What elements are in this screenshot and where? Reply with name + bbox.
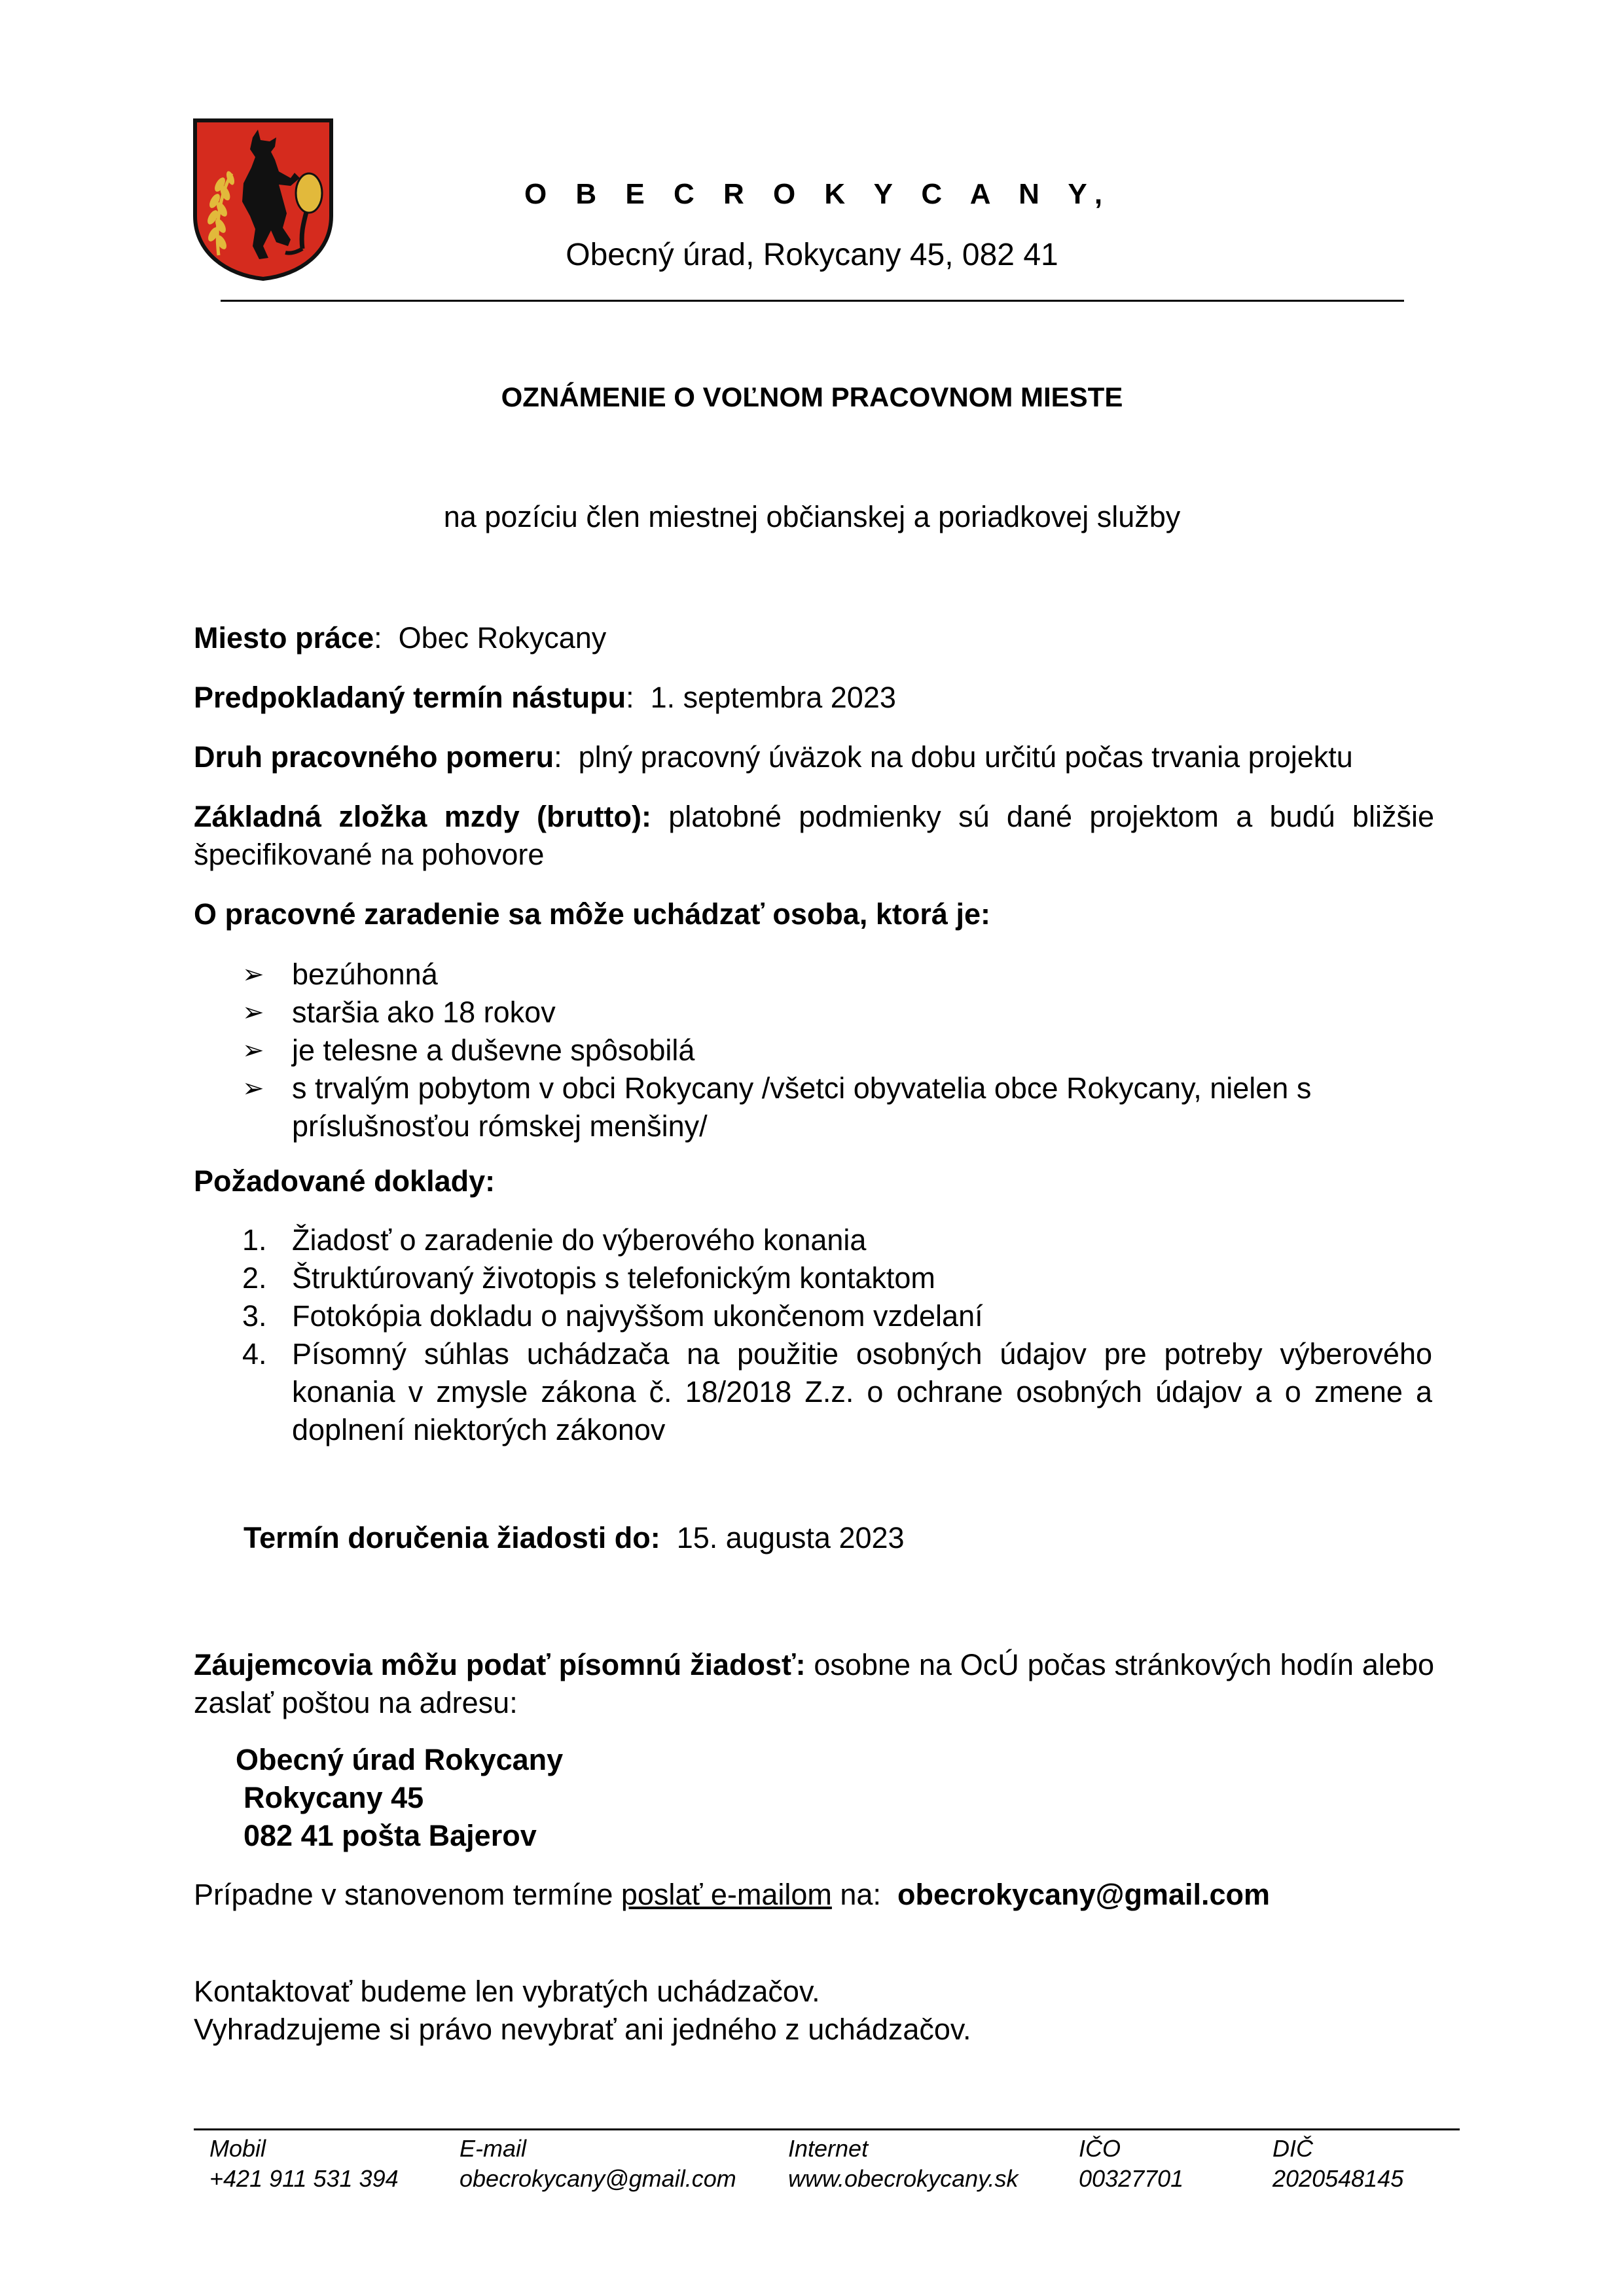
documents-heading: Požadované doklady: <box>194 1164 496 1198</box>
email-instruction <box>194 1876 1270 1914</box>
list-item: ➢ je telesne a duševne spôsobilá <box>242 1031 1405 1069</box>
footer-internet-value: www.obecrokycany.sk <box>788 2165 1019 2192</box>
footer-dic-value: 2020548145 <box>1272 2165 1404 2192</box>
field-workplace: Miesto práce: Obec Rokycany <box>194 621 607 655</box>
list-item: 1. Žiadosť o zaradenie do výberového konania <box>242 1223 867 1257</box>
closing-line-2: Vyhradzujeme si právo nevybrať ani jedného z uchádzačov. <box>194 2013 971 2046</box>
salary-value: platobné podmienky sú dané projektom a budú bližšie špecifikované na pohovore <box>194 800 1434 871</box>
employment-value: plný pracovný úväzok na dobu určitú počas trvania projektu <box>578 740 1353 774</box>
start-value: 1. septembra 2023 <box>650 681 896 714</box>
footer-internet <box>788 2134 1018 2194</box>
field-salary <box>194 798 1434 874</box>
list-item: 4. Písomný súhlas uchádzača na použitie osobných údajov pre potreby výberového konania v zmysle zákona č. 18/2018 Z.z. o ochrane osobných údajov a o zmene a doplnení niektorých zákonov <box>242 1337 1432 1446</box>
list-item: 2. Štruktúrovaný životopis s telefonickým kontaktom <box>242 1261 935 1295</box>
application-label: Záujemcovia môžu podať písomnú žiadosť: <box>194 1648 806 1681</box>
list-item: ➢ staršia ako 18 rokov <box>242 994 1405 1031</box>
arrow-bullet-icon: ➢ <box>242 960 264 989</box>
application-info <box>194 1646 1434 1722</box>
deadline-label: Termín doručenia žiadosti do: <box>244 1521 660 1554</box>
requirements-heading: O pracovné zaradenie sa môže uchádzať osoba, ktorá je: <box>194 897 990 931</box>
address-line-2: Rokycany 45 <box>244 1781 424 1814</box>
footer-internet-label: Internet <box>788 2135 869 2162</box>
workplace-label: Miesto práce <box>194 621 374 655</box>
email-link[interactable]: poslať e-mailom <box>621 1878 832 1911</box>
closing-line-1: Kontaktovať budeme len vybratých uchádzačov. <box>194 1975 820 2008</box>
notice-title: OZNÁMENIE O VOĽNOM PRACOVNOM MIESTE <box>501 382 1123 412</box>
employment-label: Druh pracovného pomeru <box>194 740 554 774</box>
deadline-value: 15. augusta 2023 <box>676 1521 905 1554</box>
start-label: Predpokladaný termín nástupu <box>194 681 626 714</box>
list-item: ➢ s trvalým pobytom v obci Rokycany /všetci obyvatelia obce Rokycany, nielen s príslušnosťou rómskej menšiny/ <box>242 1069 1405 1145</box>
field-employment-type: Druh pracovného pomeru: plný pracovný úväzok na dobu určitú počas trvania projektu <box>194 740 1353 774</box>
workplace-value: Obec Rokycany <box>398 621 607 655</box>
contact-email[interactable]: obecrokycany@gmail.com <box>897 1878 1271 1911</box>
address-line-1: Obecný úrad Rokycany <box>236 1743 564 1776</box>
footer-mobile-label: Mobil <box>209 2135 266 2162</box>
field-start-date: Predpokladaný termín nástupu: 1. septembra 2023 <box>194 681 896 714</box>
footer-divider <box>194 2128 1460 2130</box>
arrow-bullet-icon: ➢ <box>242 1036 264 1065</box>
list-item: 3. Fotokópia dokladu o najvyššom ukončenom vzdelaní <box>242 1299 983 1333</box>
footer-email-label: E-mail <box>460 2135 527 2162</box>
footer-dic <box>1272 2134 1403 2194</box>
footer-ico <box>1079 2134 1183 2194</box>
header-divider <box>221 300 1404 302</box>
footer-ico-value: 00327701 <box>1079 2165 1184 2192</box>
footer-email <box>460 2134 736 2194</box>
list-item: ➢ bezúhonná <box>242 956 1405 994</box>
footer-mobile-value: +421 911 531 394 <box>209 2165 399 2192</box>
email-prefix: Prípadne v stanovenom termíne <box>194 1878 613 1911</box>
village-address: Obecný úrad, Rokycany 45, 082 41 <box>566 238 1058 272</box>
application-text: osobne na OcÚ počas stránkových hodín alebo zaslať poštou na adresu: <box>194 1648 1434 1719</box>
footer-ico-label: IČO <box>1079 2135 1121 2162</box>
requirements-list <box>242 956 1405 1145</box>
documents-list <box>242 1221 1432 1449</box>
arrow-bullet-icon: ➢ <box>242 998 264 1027</box>
notice-subtitle: na pozíciu člen miestnej občianskej a poriadkovej služby <box>443 500 1181 533</box>
footer-dic-label: DIČ <box>1272 2135 1313 2162</box>
address-line-3: 082 41 pošta Bajerov <box>244 1819 537 1852</box>
email-mid: na: <box>840 1878 881 1911</box>
salary-label: Základná zložka mzdy (brutto): <box>194 800 651 833</box>
footer-mobile <box>209 2134 399 2194</box>
arrow-bullet-icon: ➢ <box>242 1074 264 1103</box>
village-title: O B E C R O K Y C A N Y, <box>524 178 1113 210</box>
footer-email-value: obecrokycany@gmail.com <box>460 2165 736 2192</box>
deadline <box>244 1519 905 1558</box>
